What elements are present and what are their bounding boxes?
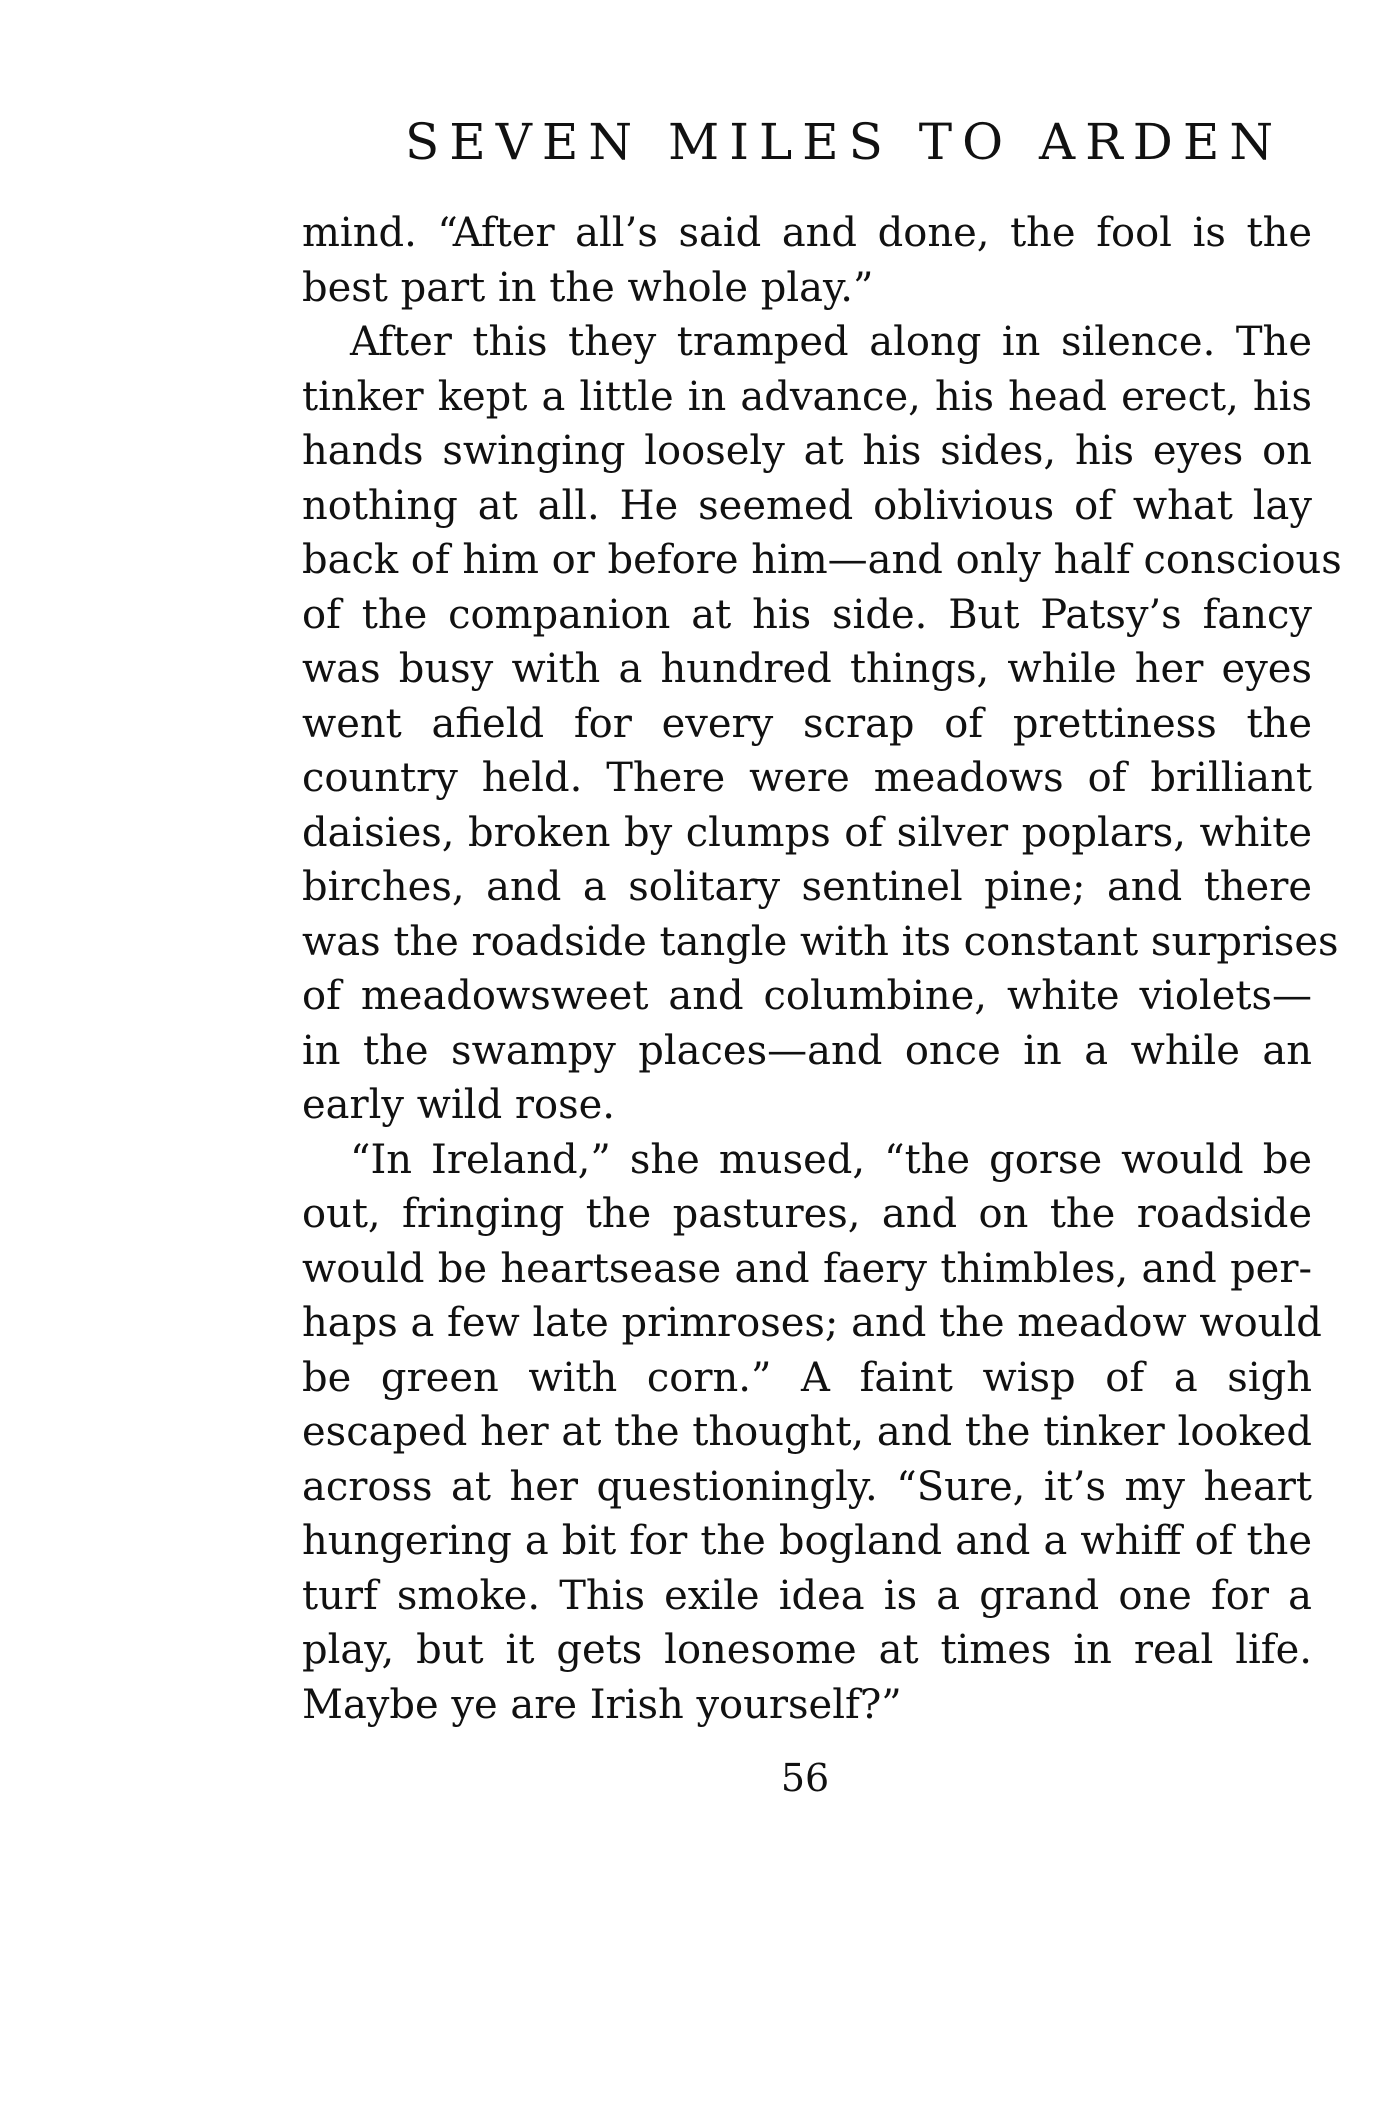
running-head: SEVEN MILES TO ARDEN <box>405 113 1284 171</box>
text-line: of meadowsweet and columbine, white violets— <box>302 973 1312 1019</box>
text-line: nothing at all. He seemed oblivious of what lay <box>302 482 1312 529</box>
text-line: across at her questioningly. “Sure, it’s my heart <box>302 1463 1312 1510</box>
text-line: After this they tramped along in silence. The <box>350 319 1312 365</box>
text-line: would be heartsease and faery thimbles, and per- <box>302 1245 1312 1292</box>
text-line: Maybe ye are Irish yourself?” <box>302 1681 902 1728</box>
text-line: of the companion at his side. But Patsy’s fancy <box>302 591 1312 638</box>
text-line: escaped her at the thought, and the tinker looked <box>302 1409 1312 1455</box>
text-line: birches, and a solitary sentinel pine; and there <box>302 864 1312 910</box>
text-line: hands swinging loosely at his sides, his eyes on <box>302 428 1312 474</box>
body-text <box>302 206 1342 1732</box>
text-line: was the roadside tangle with its constant surprises <box>302 918 1339 965</box>
text-line: be green with corn.” A faint wisp of a sigh <box>302 1354 1312 1401</box>
text-line: went afield for every scrap of prettiness the <box>302 700 1312 747</box>
text-line: out, fringing the pastures, and on the roadside <box>302 1191 1312 1237</box>
text-line: tinker kept a little in advance, his head erect, his <box>302 373 1312 420</box>
page-number: 56 <box>780 1756 830 1800</box>
text-line: “In Ireland,” she mused, “the gorse would be <box>350 1136 1312 1183</box>
text-line: play, but it gets lonesome at times in real life. <box>302 1627 1312 1673</box>
text-line: country held. There were meadows of brilliant <box>302 755 1312 801</box>
text-line: daisies, broken by clumps of silver poplars, white <box>302 809 1312 856</box>
text-line: best part in the whole play.” <box>302 264 874 311</box>
text-line: hungering a bit for the bogland and a whiff of the <box>302 1518 1312 1564</box>
text-line: in the swampy places—and once in a while an <box>302 1027 1312 1074</box>
text-line: mind. “After all’s said and done, the fool is the <box>302 210 1312 256</box>
text-line: haps a few late primroses; and the meadow would <box>302 1300 1322 1346</box>
text-line: turf smoke. This exile idea is a grand one for a <box>302 1572 1312 1619</box>
text-line: was busy with a hundred things, while her eyes <box>302 646 1312 692</box>
text-line: back of him or before him—and only half conscious <box>302 537 1342 583</box>
text-line: early wild rose. <box>302 1082 616 1128</box>
